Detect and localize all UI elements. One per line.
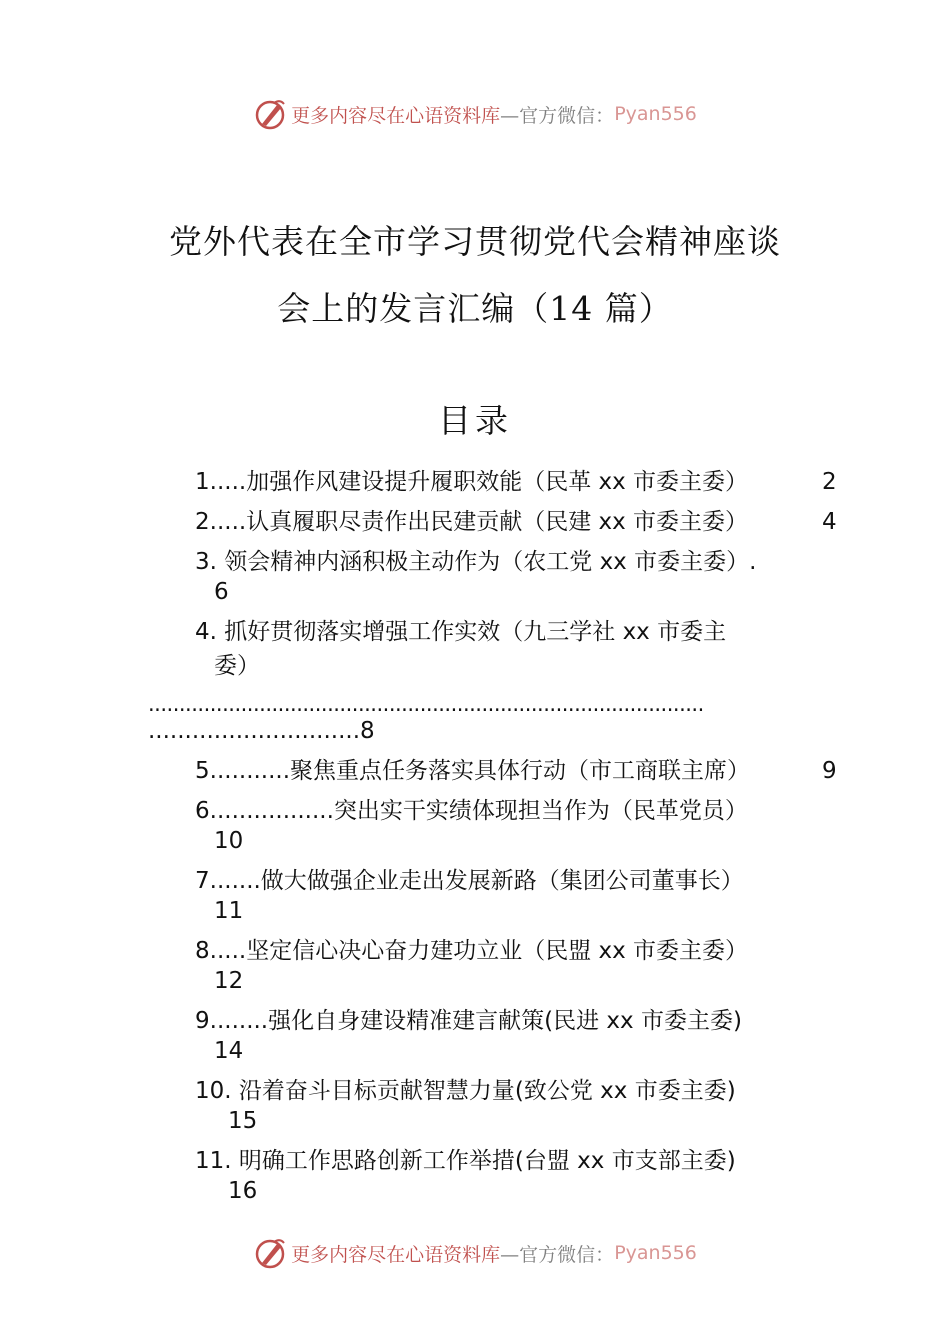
banner-gray-text: —官方微信：: [500, 104, 615, 127]
toc-entry-9-page: 14: [214, 1038, 244, 1064]
document-title-line-2: 会上的发言汇编（14 篇）: [277, 289, 673, 328]
toc-entry-4-leader: ..........................................................................................: [148, 692, 704, 716]
toc-entry-6-page: 10: [214, 828, 244, 854]
toc-entry-3-text[interactable]: 3. 领会精神内涵积极主动作为（农工党 xx 市委主委）.: [195, 549, 757, 575]
pen-logo-icon: [253, 1236, 287, 1270]
toc-heading: 目录: [438, 401, 512, 440]
banner-red-text: 更多内容尽在心语资料库: [291, 104, 501, 127]
toc-entry-5-text[interactable]: 5...........聚焦重点任务落实具体行动（市工商联主席）: [195, 758, 751, 784]
banner-red-text: 更多内容尽在心语资料库: [291, 1243, 501, 1266]
toc-entry-2-page: 4: [822, 509, 837, 535]
toc-entry-1-text[interactable]: 1.....加强作风建设提升履职效能（民革 xx 市委主委）: [195, 469, 749, 495]
toc-entry-4-text-cont[interactable]: 委）: [214, 653, 260, 679]
toc-entry-3-page: 6: [214, 579, 229, 605]
toc-entry-7-page: 11: [214, 898, 244, 924]
banner-gray-text: —官方微信：: [500, 1243, 615, 1266]
toc-entry-7-text[interactable]: 7.......做大做强企业走出发展新路（集团公司董事长）: [195, 868, 744, 894]
toc-entry-8-page: 12: [214, 968, 244, 994]
document-title-line-1: 党外代表在全市学习贯彻党代会精神座谈: [169, 222, 781, 261]
toc-entry-11-page: 16: [228, 1178, 258, 1204]
toc-entry-9-text[interactable]: 9........强化自身建设精准建言献策(民进 xx 市委主委): [195, 1008, 742, 1034]
toc-entry-1-page: 2: [822, 469, 837, 495]
header-banner: [0, 94, 950, 134]
toc-entry-5-page: 9: [822, 758, 837, 784]
footer-banner: [0, 1233, 950, 1273]
toc-entry-2-text[interactable]: 2.....认真履职尽责作出民建贡献（民建 xx 市委主委）: [195, 509, 749, 535]
toc-entry-10-text[interactable]: 10. 沿着奋斗目标贡献智慧力量(致公党 xx 市委主委): [195, 1078, 736, 1104]
pen-logo-icon: [253, 97, 287, 131]
toc-entry-6-text[interactable]: 6.................突出实干实绩体现担当作为（民革党员）: [195, 798, 748, 824]
toc-entry-4-text[interactable]: 4. 抓好贯彻落实增强工作实效（九三学社 xx 市委主: [195, 619, 727, 645]
toc-entry-11-text[interactable]: 11. 明确工作思路创新工作举措(台盟 xx 市支部主委): [195, 1148, 736, 1174]
banner-wechat-id: Pyan556: [614, 103, 697, 125]
banner-wechat-id: Pyan556: [614, 1242, 697, 1264]
toc-entry-10-page: 15: [228, 1108, 258, 1134]
toc-entry-8-text[interactable]: 8.....坚定信心决心奋力建功立业（民盟 xx 市委主委）: [195, 938, 749, 964]
toc-entry-4-page: .............................8: [148, 718, 375, 744]
